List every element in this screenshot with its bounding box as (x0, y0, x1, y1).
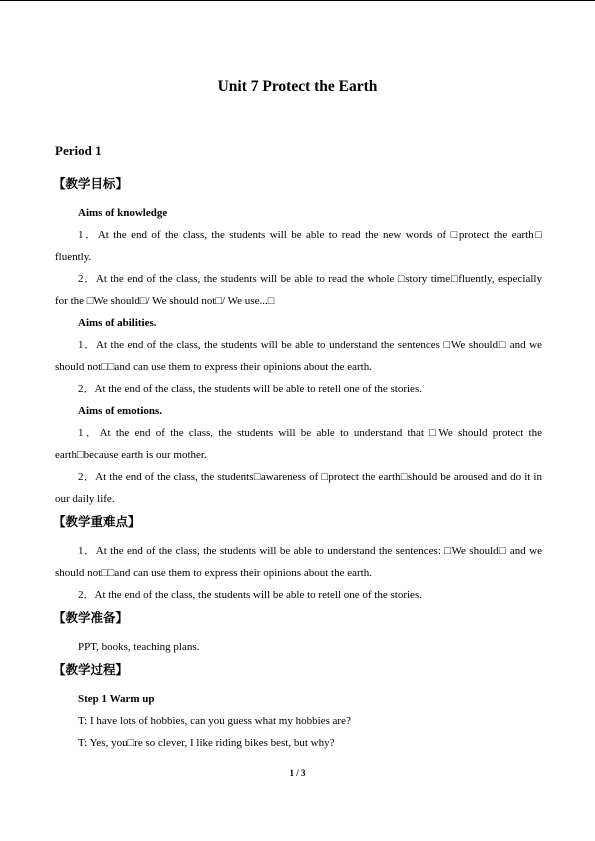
period-heading: Period 1 (55, 143, 102, 158)
page-number: 1 / 3 (289, 768, 306, 778)
section-heading-key-points: 【教学重难点】 (53, 514, 141, 529)
emotions-item-1: 1．At the end of the class, the students will be able to understand that □We should protect the earth□because earth is our mother. (55, 427, 542, 461)
section-heading-preparation: 【教学准备】 (53, 610, 129, 625)
subheading-knowledge: Aims of knowledge (78, 207, 168, 219)
document-title: Unit 7 Protect the Earth (217, 78, 378, 95)
subheading-emotions: Aims of emotions. (78, 405, 163, 417)
step-title: Step 1 Warm up (78, 693, 155, 705)
dialogue-line-1: T: I have lots of hobbies, can you guess what my hobbies are? (78, 715, 351, 727)
key-point-item-1: 1．At the end of the class, the students will be able to understand the sentences: □We should□ and we should not□□and can use them to express their opinions about the earth. (55, 545, 542, 579)
knowledge-item-2: 2．At the end of the class, the students will be able to read the whole □story time□fluently, especially for the □We should□/ We should not□/ We use...□ (55, 273, 542, 307)
emotions-item-2: 2．At the end of the class, the students□awareness of □protect the earth□should be aroused and do it in our daily life. (55, 471, 542, 505)
document-body (55, 172, 542, 754)
section-heading-goals: 【教学目标】 (53, 176, 129, 191)
abilities-item-2: 2．At the end of the class, the students will be able to retell one of the stories. (78, 383, 422, 395)
abilities-item-1: 1．At the end of the class, the students will be able to understand the sentences □We should□ and we should not□□and can use them to express their opinions about the earth. (55, 339, 542, 373)
preparation-text: PPT, books, teaching plans. (78, 641, 200, 653)
section-heading-process: 【教学过程】 (53, 662, 129, 677)
top-border-line (0, 0, 595, 1)
dialogue-line-2: T: Yes, you□re so clever, I like riding bikes best, but why? (78, 737, 335, 749)
knowledge-item-1: 1．At the end of the class, the students will be able to read the new words of □protect the earth□ fluently. (55, 229, 542, 263)
key-point-item-2: 2．At the end of the class, the students will be able to retell one of the stories. (78, 589, 422, 601)
subheading-abilities: Aims of abilities. (78, 317, 157, 329)
